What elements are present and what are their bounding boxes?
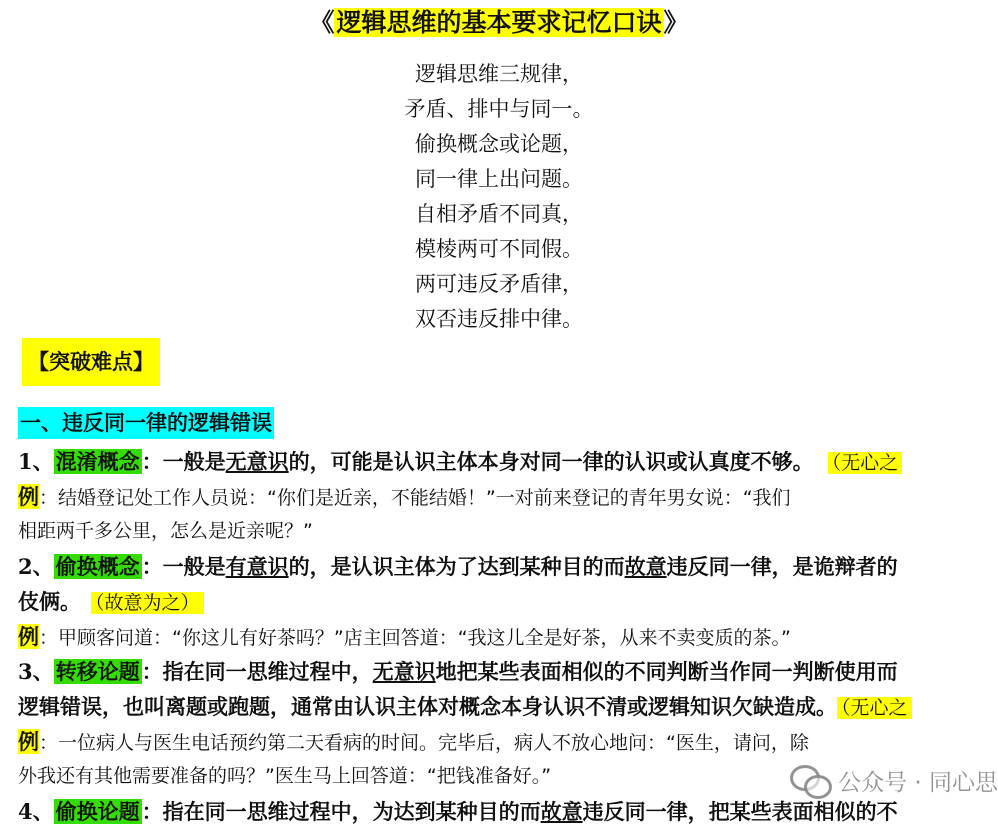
item-text: 的，是认识主体为了达到某种目的而 (288, 554, 625, 579)
item-number: 2、 (18, 554, 54, 579)
term-highlight: 混淆概念 (55, 449, 140, 474)
tag-highlight: （无心之 (828, 452, 903, 474)
example-line (18, 479, 791, 516)
wechat-watermark (790, 758, 998, 802)
item-text: 伎俩。 (18, 589, 81, 614)
item-number: 1、 (18, 449, 54, 474)
item-shifting-topic (18, 654, 898, 689)
item-text: 违反同一律，把某些表面相似的不 (582, 799, 898, 824)
term-highlight: 转移论题 (55, 659, 140, 684)
item-text: 的，可能是认识主体本身对同一律的认识或认真度不够。 (288, 449, 814, 474)
item-continuation (18, 584, 204, 621)
poem-line: 逻辑思维三规律， (415, 62, 583, 86)
document-title (0, 6, 998, 40)
item-text: ：指在同一思维过程中， (141, 659, 373, 684)
example-label: 例 (18, 624, 39, 649)
underlined-term: 故意 (540, 799, 583, 824)
item-text: ：一般是 (141, 554, 226, 579)
item-continuation (18, 689, 912, 726)
underlined-term: 有意识 (225, 554, 289, 579)
poem-line: 同一律上出问题。 (415, 167, 583, 191)
underlined-term: 无意识 (372, 659, 436, 684)
section-heading: 【突破难点】 (22, 338, 160, 386)
heading-same-law-errors: 一、违反同一律的逻辑错误 (18, 407, 274, 439)
item-text: ：指在同一思维过程中，为达到某种目的而 (141, 799, 541, 824)
example-text: ：一位病人与医生电话预约第二天看病的时间。完毕后，病人不放心地问：“医生，请问，除 (39, 732, 809, 754)
poem-line: 自相矛盾不同真， (415, 202, 583, 226)
item-text: 逻辑错误，也叫离题或跑题，通常由认识主体对概念本身认识不清或逻辑知识欠缺造成。 (18, 694, 837, 719)
poem-line: 矛盾、排中与同一。 (404, 97, 594, 121)
term-highlight: 偷换概念 (55, 554, 140, 579)
item-number: 4、 (18, 799, 54, 824)
example-label: 例 (18, 729, 39, 754)
wechat-icon (790, 763, 830, 797)
example-text: ：结婚登记处工作人员说：“你们是近亲，不能结婚！”一对前来登记的青年男女说：“我们 (39, 487, 791, 509)
title-close-bracket: 》 (663, 8, 689, 37)
item-confusing-concepts (18, 444, 902, 481)
title-text: 逻辑思维的基本要求记忆口诀 (336, 8, 662, 37)
item-stealing-concepts (18, 549, 898, 584)
watermark-text: 公众号 · 同心思 (838, 769, 998, 796)
tag-highlight: （无心之 (837, 697, 912, 719)
item-text: 地把某些表面相似的不同判断当作同一判断使用而 (435, 659, 898, 684)
item-text: ：一般是 (141, 449, 226, 474)
example-line: 外我还有其他需要准备的吗？”医生马上回答道：“把钱准备好。” (18, 765, 552, 787)
title-open-bracket: 《 (309, 8, 335, 37)
item-number: 3、 (18, 659, 54, 684)
poem-line: 两可违反矛盾律， (415, 272, 583, 296)
term-highlight: 偷换论题 (55, 799, 140, 824)
underlined-term: 故意 (624, 554, 667, 579)
example-line: 相距两千多公里，怎么是近亲呢？” (18, 520, 313, 542)
example-label: 例 (18, 484, 39, 509)
poem-line: 双否违反排中律。 (415, 307, 583, 331)
example-text: ：甲顾客问道：“你这儿有好茶吗？”店主回答道：“我这儿全是好茶，从来不卖变质的茶。” (39, 627, 791, 649)
item-text: 违反同一律，是诡辩者的 (666, 554, 898, 579)
poem-line: 偷换概念或论题， (415, 132, 583, 156)
example-line (18, 724, 809, 761)
underlined-term: 无意识 (225, 449, 289, 474)
example-line (18, 619, 791, 656)
tag-highlight: （故意为之） (91, 592, 204, 614)
poem-line: 模棱两可不同假。 (415, 237, 583, 261)
